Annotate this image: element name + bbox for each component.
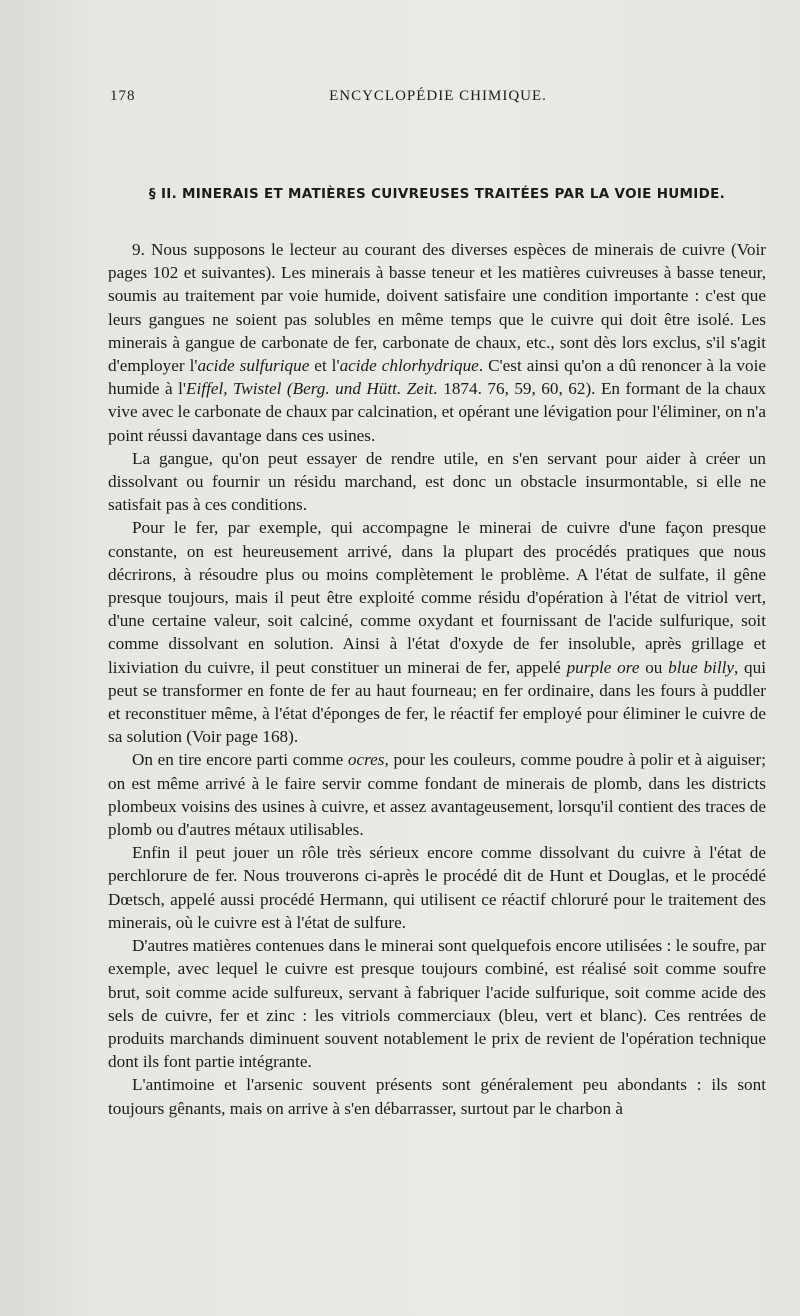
paragraph-gangue: La gangue, qu'on peut essayer de rendre utile, en s'en servant pour aider à créer un dissolvant ou fournir un résidu marchand, est donc un obstacle insurmontable, si elle ne satisfait pas à ces conditions. (108, 448, 766, 515)
paragraph-perchlorure: Enfin il peut jouer un rôle très sérieux encore comme dissolvant du cuivre à l'état de perchlorure de fer. Nous trouverons ci-après le procédé dit de Hunt et Douglas, et le procédé Dœtsch, appelé aussi procédé Hermann, qui utilisent ce réactif chloruré pour le traitement des minerais, où le cuivre est à l'état de sulfure. (108, 843, 766, 932)
paragraph-fer: Pour le fer, par exemple, qui accompagne le minerai de cuivre d'une façon presque constante, on est heureusement arrivé, dans la plupart des procédés pratiques que nous décrirons, à résoudre plus ou moins complètement le problème. A l'état de sulfate, il gêne presque toujours, mais il peut être exploité comme résidu d'opération à l'état de vitriol vert, d'une certaine valeur, soit calciné, comme oxydant et fournissant de l'acide sulfurique, soit comme dissolvant en solution. Ainsi à l'état d'oxyde de fer insoluble, après grillage et lixiviation du cuivre, il peut constituer un minerai de fer, appelé purple ore ou blue billy, qui peut se transformer en fonte de fer au haut fourneau; en fer ordinaire, dans les fours à puddler et reconstituer même, à l'état d'éponges de fer, le réactif fer employé pour éliminer le cuivre de sa solution (Voir page 168). (108, 518, 767, 747)
body-text (108, 238, 766, 1120)
paragraph-9: 9. Nous supposons le lecteur au courant des diverses espèces de minerais de cuivre (Voir pages 102 et suivantes). Les minerais à basse teneur et les matières cuivreuses à basse teneur, soumis au traitement par voie humide, doivent satisfaire une condition importante : c'est que leurs gangues ne soient pas solubles en même temps que le cuivre qui doit être isolé. Les minerais à gangue de carbonate de fer, carbonate de chaux, etc., sont dès lors exclus, s'il s'agit d'employer l'acide sulfurique et l'acide chlorhydrique. C'est ainsi qu'on a dû renoncer à la voie humide à l'Eiffel, Twistel (Berg. und Hütt. Zeit. 1874. 76, 59, 60, 62). En formant de la chaux vive avec le carbonate de chaux par calcination, et opérant une lévigation pour l'éliminer, on n'a point réussi davantage dans ces usines. (108, 240, 766, 445)
paragraph-ocres: On en tire encore parti comme ocres, pour les couleurs, comme poudre à polir et à aiguiser; on est même arrivé à le faire servir comme fondant de minerais de plomb, dans les districts plombeux voisins des usines à cuivre, et assez avantageusement, lorsqu'il contient des traces de plomb ou d'autres métaux utilisables. (108, 750, 767, 840)
running-head: ENCYCLOPÉDIE CHIMIQUE. (329, 88, 547, 104)
page-header (110, 88, 766, 110)
paragraph-antimoine: L'antimoine et l'arsenic souvent présents sont généralement peu abondants : ils sont toujours gênants, mais on arrive à s'en débarrasser, surtout par le charbon à (108, 1075, 766, 1118)
section-title: § II. MINERAIS ET MATIÈRES CUIVREUSES TRAITÉES PAR LA VOIE HUMIDE. (148, 186, 726, 202)
paragraph-soufre: D'autres matières contenues dans le minerai sont quelquefois encore utilisées : le soufre, par exemple, avec lequel le cuivre est presque toujours combiné, est réalisé soit comme soufre brut, soit comme acide sulfureux, servant à fabriquer l'acide sulfurique, soit comme acide des sels de cuivre, fer et zinc : les vitriols commerciaux (bleu, vert et blanc). Ces rentrées de produits marchands diminuent souvent notablement le prix de revient de l'opération technique dont ils font partie intégrante. (108, 936, 766, 1072)
page-number: 178 (110, 88, 136, 104)
